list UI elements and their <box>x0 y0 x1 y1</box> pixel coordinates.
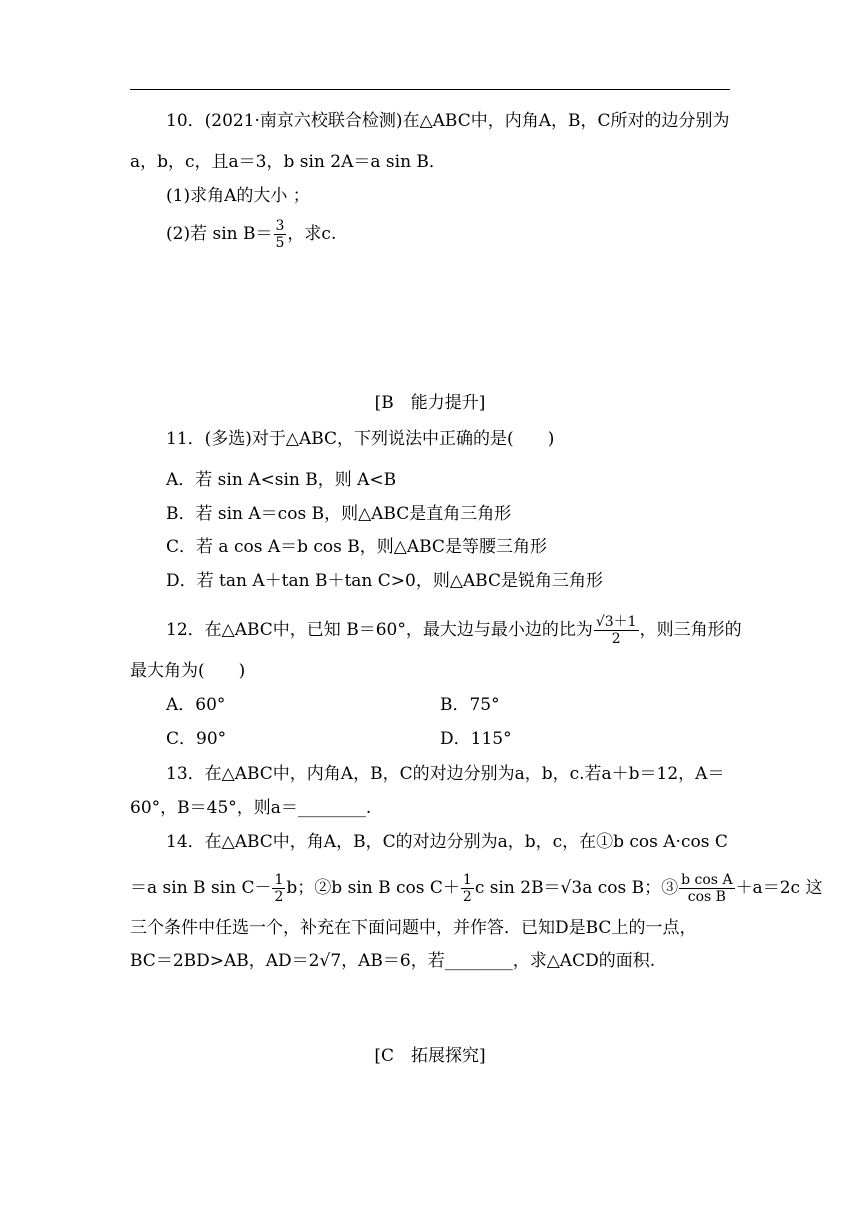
q12-option-a: A．60° <box>166 695 226 715</box>
q14-line2-part-b: b；②b sin B cos C＋ <box>286 878 460 898</box>
q13-line2: 60°，B＝45°，则a＝________. <box>130 798 372 818</box>
q11-option-c: C．若 a cos A＝b cos B，则△ABC是等腰三角形 <box>166 537 547 557</box>
q14-line2-part-c: c sin 2B＝√3a cos B；③ <box>474 878 679 898</box>
q12-fraction-numerator: √3＋1 <box>595 614 637 630</box>
q11-option-d: D．若 tan A＋tan B＋tan C>0，则△ABC是锐角三角形 <box>166 571 603 591</box>
header-rule <box>130 89 730 90</box>
q14-line2-part-d: ＋a＝2c 这 <box>735 878 823 898</box>
q14-line2 <box>130 872 822 905</box>
q12-stem-pre: 12．在△ABC中，已知 B＝60°，最大边与最小边的比为 <box>166 620 593 640</box>
q10-part2 <box>166 218 336 251</box>
q14-fraction-1 <box>272 872 285 905</box>
q12-stem <box>166 614 742 647</box>
q10-part2-pre: (2)若 sin B＝ <box>166 224 273 244</box>
q11-stem: 11．(多选)对于△ABC，下列说法中正确的是( ) <box>166 429 555 449</box>
q14-fraction-3-denominator: cos B <box>687 889 726 905</box>
q12-fraction <box>594 614 639 647</box>
q14-line1: 14．在△ABC中，角A，B，C的对边分别为a，b，c，在①b cos A·cos C <box>166 832 728 852</box>
q14-line3: 三个条件中任选一个，补充在下面问题中，并作答．已知D是BC上的一点， <box>130 918 697 938</box>
q14-fraction-3-numerator: b cos A <box>681 872 733 888</box>
q10-line2: a，b，c，且a＝3，b sin 2A＝a sin B． <box>130 152 446 172</box>
q14-fraction-2-denominator: 2 <box>462 889 472 905</box>
q14-fraction-1-denominator: 2 <box>274 889 284 905</box>
q10-fraction-denominator: 5 <box>275 235 285 251</box>
q12-line2: 最大角为( ) <box>130 661 246 681</box>
q14-fraction-1-numerator: 1 <box>274 872 284 888</box>
q11-option-a: A．若 sin A<sin B，则 A<B <box>166 470 397 490</box>
q10-part2-post: ，求c. <box>287 224 337 244</box>
q14-line2-part-a: ＝a sin B sin C－ <box>130 878 272 898</box>
q12-option-d: D．115° <box>440 729 512 749</box>
q11-option-b: B．若 sin A＝cos B，则△ABC是直角三角形 <box>166 504 512 524</box>
q10-line1: 10．(2021·南京六校联合检测)在△ABC中，内角A，B，C所对的边分别为 <box>166 111 730 131</box>
q12-stem-post: ，则三角形的 <box>639 620 742 640</box>
section-c-title: [C 拓展探究] <box>374 1046 486 1066</box>
q12-option-b: B．75° <box>440 695 500 715</box>
q13-line1: 13．在△ABC中，内角A，B，C的对边分别为a，b，c.若a＋b＝12，A＝ <box>166 764 725 784</box>
q10-fraction <box>274 218 287 251</box>
q12-option-c: C．90° <box>166 729 227 749</box>
q12-fraction-denominator: 2 <box>611 631 621 647</box>
section-b-title: [B 能力提升] <box>374 393 486 413</box>
q14-fraction-2 <box>461 872 474 905</box>
q14-line4: BC＝2BD>AB，AD＝2√7，AB＝6，若________，求△ACD的面积. <box>130 951 656 971</box>
q10-part1: (1)求角A的大小 ； <box>166 186 310 206</box>
q10-fraction-numerator: 3 <box>275 218 285 234</box>
q14-fraction-3 <box>679 872 734 905</box>
q14-fraction-2-numerator: 1 <box>462 872 472 888</box>
